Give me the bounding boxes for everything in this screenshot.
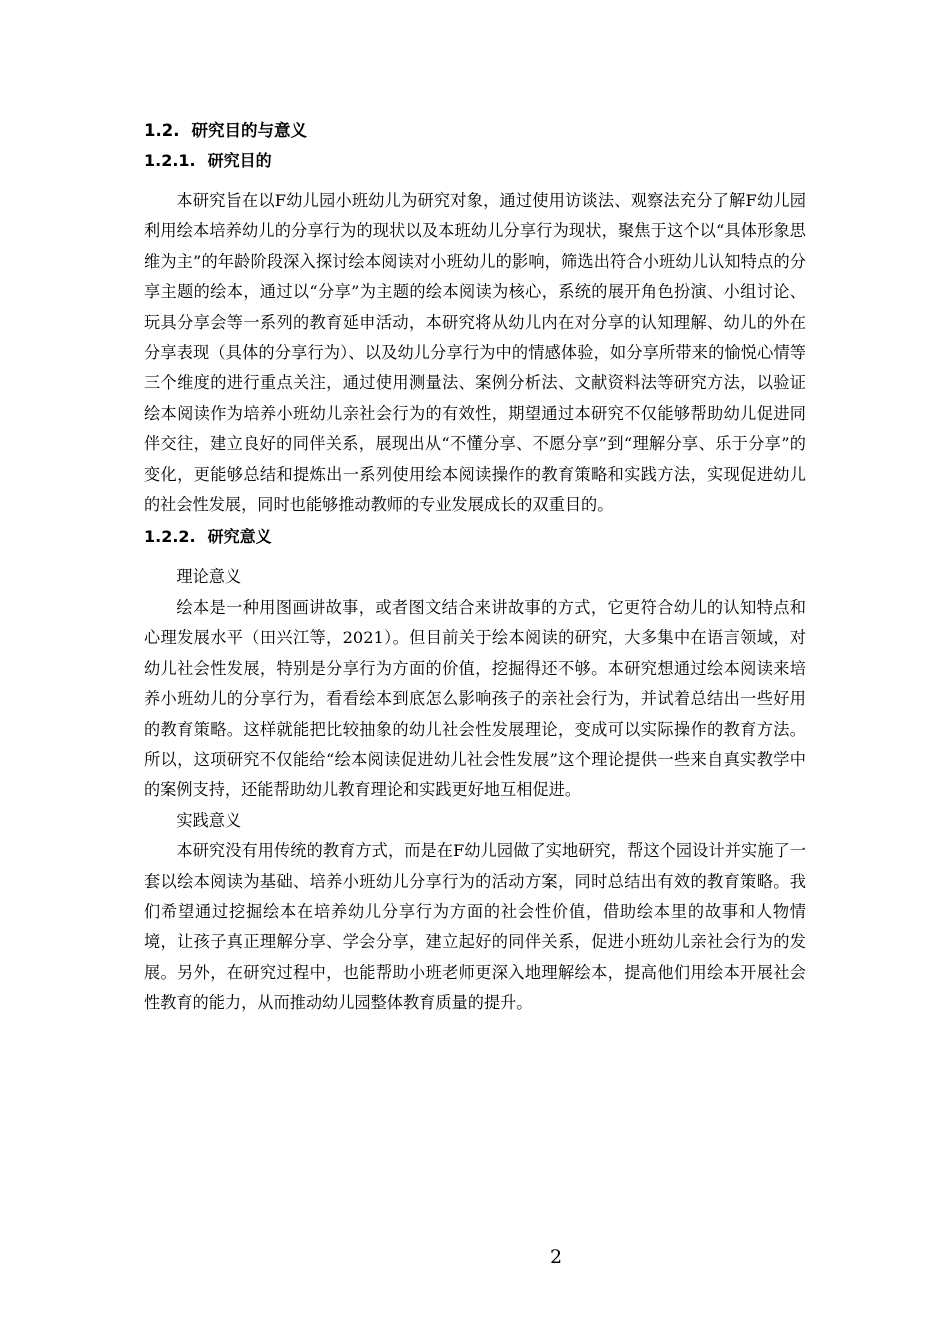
section-heading: [144, 116, 806, 146]
purpose-number: 1.2.1.: [144, 151, 196, 170]
document-body: [144, 114, 806, 1019]
section-number: 1.2.: [144, 121, 180, 140]
theory-paragraph: 绘本是一种用图画讲故事，或者图文结合来讲故事的方式，它更符合幼儿的认知特点和心理发展水平（田兴江等，2021）。但目前关于绘本阅读的研究，大多集中在语言领域，对幼儿社会性发展，特别是分享行为方面的价值，挖掘得还不够。本研究想通过绘本阅读来培养小班幼儿的分享行为，看看绘本到底怎么影响孩子的亲社会行为，并试着总结出一些好用的教育策略。这样就能把比较抽象的幼儿社会性发展理论，变成可以实际操作的教育方法。所以，这项研究不仅能给“绘本阅读促进幼儿社会性发展”这个理论提供一些来自真实教学中的案例支持，还能帮助幼儿教育理论和实践更好地互相促进。: [144, 597, 806, 800]
practice-paragraph: 本研究没有用传统的教育方式，而是在F幼儿园做了实地研究，帮这个园设计并实施了一套以绘本阅读为基础、培养小班幼儿分享行为的活动方案，同时总结出有效的教育策略。我们希望通过挖掘绘本在培养幼儿分享行为方面的社会性价值，借助绘本里的故事和人物情境，让孩子真正理解分享、学会分享，建立起好的同伴关系，促进小班幼儿亲社会行为的发展。另外，在研究过程中，也能帮助小班老师更深入地理解绘本，提高他们用绘本开展社会性教育的能力，从而推动幼儿园整体教育质量的提升。: [144, 841, 806, 1013]
purpose-title: 研究目的: [207, 151, 272, 170]
section-title: 研究目的与意义: [191, 121, 307, 140]
theory-label: 理论意义: [176, 567, 242, 587]
page-number: 2: [549, 1246, 563, 1268]
significance-number: 1.2.2.: [144, 527, 196, 547]
significance-heading: [144, 522, 806, 552]
purpose-heading: [144, 146, 806, 176]
significance-title: 研究意义: [207, 527, 272, 547]
practice-label: 实践意义: [176, 810, 242, 830]
purpose-paragraph: 本研究旨在以F幼儿园小班幼儿为研究对象，通过使用访谈法、观察法充分了解F幼儿园利用绘本培养幼儿的分享行为的现状以及本班幼儿分享行为现状，聚焦于这个以“具体形象思维为主”的年龄阶段深入探讨绘本阅读对小班幼儿的影响，筛选出符合小班幼儿认知特点的分享主题的绘本，通过以“分享”为主题的绘本阅读为核心，系统的展开角色扮演、小组讨论、玩具分享会等一系列的教育延申活动，本研究将从幼儿内在对分享的认知理解、幼儿的外在分享表现（具体的分享行为）、以及幼儿分享行为中的情感体验，如分享所带来的愉悦心情等三个维度的进行重点关注，通过使用测量法、案例分析法、文献资料法等研究方法，以验证绘本阅读作为培养小班幼儿亲社会行为的有效性，期望通过本研究不仅能够帮助幼儿促进同伴交往，建立良好的同伴关系，展现出从“不懂分享、不愿分享”到“理解分享、乐于分享”的变化，更能够总结和提炼出一系列使用绘本阅读操作的教育策略和实践方法，实现促进幼儿的社会性发展，同时也能够推动教师的专业发展成长的双重目的。: [144, 191, 806, 515]
